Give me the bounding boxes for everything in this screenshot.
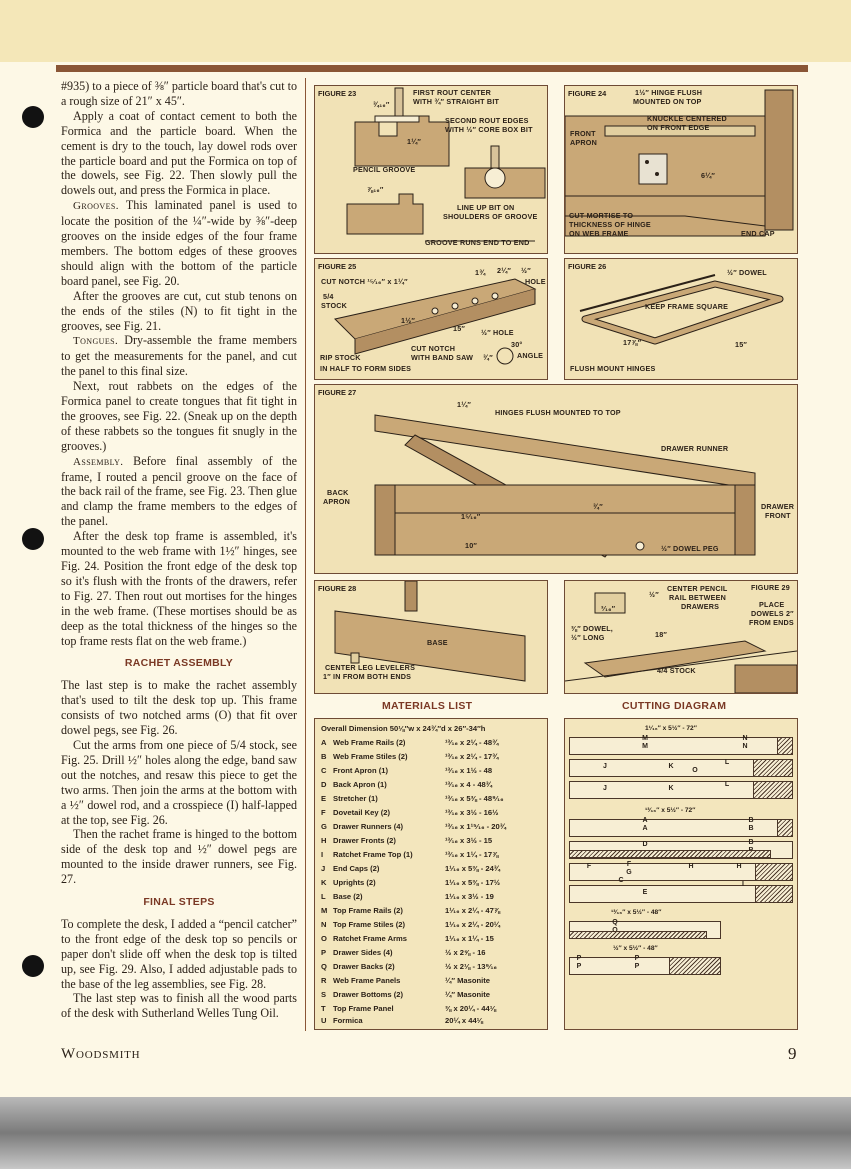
piece-label: B xyxy=(748,839,754,846)
piece-label: H xyxy=(688,863,694,870)
piece-label: J xyxy=(603,785,607,792)
item-letter: N xyxy=(321,920,327,929)
item-name: Drawer Bottoms (2) xyxy=(333,990,404,999)
fig-label: ON FRONT EDGE xyxy=(647,123,710,132)
fig-label: PENCIL GROOVE xyxy=(353,165,416,174)
piece-label: B xyxy=(748,817,754,824)
fig-dimension: 17⅞″ xyxy=(623,338,642,347)
item-dim: ¹³⁄₁₆ x 1½ - 48 xyxy=(445,766,493,775)
section-heading-final: FINAL STEPS xyxy=(143,896,215,909)
waste-area xyxy=(755,885,793,903)
fig-dimension: 18″ xyxy=(655,630,668,639)
fig-label: ½″ LONG xyxy=(571,633,605,642)
figure-title: FIGURE 26 xyxy=(568,262,607,271)
fig-dimension: ¾″ xyxy=(483,353,493,362)
piece-label: J xyxy=(603,763,607,770)
fig-label: ANGLE xyxy=(517,351,544,360)
waste-area xyxy=(669,957,721,975)
item-name: Front Apron (1) xyxy=(333,766,388,775)
item-name: Top Frame Rails (2) xyxy=(333,906,403,915)
paragraph: #935) to a piece of ⅜″ particle board that's cut to a rough size of 21″ x 45″. xyxy=(61,79,297,108)
fig-label: MOUNTED ON TOP xyxy=(633,97,702,106)
fig-dimension: 1¾ xyxy=(475,268,486,277)
figure-23-drawing xyxy=(315,86,547,253)
paragraph: To complete the desk, I added a “pencil catcher” to the front edge of the desk top so pencils or paper don't slide off when the desk top is tilted up, see Fig. 29. Also, I added adjustable pads to the base of the leg assemblies, see Fig. 28. xyxy=(61,916,297,991)
fig-label: CUT NOTCH ¹⁵⁄₁₆″ x 1¼″ xyxy=(321,277,408,286)
piece-label: D xyxy=(642,841,648,848)
piece-label: B xyxy=(748,825,754,832)
item-letter: M xyxy=(321,906,328,915)
fig-label: ½″ HOLE xyxy=(481,328,514,337)
fig-label: DOWELS 2″ xyxy=(751,609,794,618)
list-item xyxy=(321,822,506,836)
fig-label: APRON xyxy=(570,138,597,147)
fig-label: ⅜″ DOWEL, xyxy=(571,624,613,633)
fig-label: THICKNESS OF HINGE xyxy=(569,220,651,229)
paragraph xyxy=(61,454,297,530)
figure-title: FIGURE 28 xyxy=(318,584,357,593)
figure-28 xyxy=(314,580,548,694)
list-item xyxy=(321,878,500,892)
fig-dimension: ½″ xyxy=(521,266,531,275)
paragraph-text: Dry-assemble the frame members to get the measurements for the panel, and cut the panel to this final size. xyxy=(61,333,297,379)
item-dim: ¹³⁄₁₆ x 2¼ - 17¾ xyxy=(445,752,499,761)
item-letter: P xyxy=(321,948,327,957)
run-in-head: Grooves. xyxy=(73,200,119,213)
piece-label: N xyxy=(742,735,748,742)
piece-label: Q xyxy=(612,919,618,926)
item-name: Formica xyxy=(333,1016,363,1025)
fig-label: 30° xyxy=(511,340,523,349)
fig-label: BASE xyxy=(427,638,448,647)
item-letter: D xyxy=(321,780,327,789)
fig-label: HOLE xyxy=(525,277,546,286)
item-letter: C xyxy=(321,766,327,775)
list-item xyxy=(321,934,494,948)
paragraph: Next, rout rabbets on the edges of the Formica panel to create tongues that fit tight in the grooves, see Fig. 22. (Sneak up on the depth of these rabbets so the tongues fit snugly in the grooves.) xyxy=(61,379,297,453)
waste-area xyxy=(569,931,707,939)
fig-label: DRAWERS xyxy=(681,602,720,611)
item-dim: ¹³⁄₁₆ x 3½ - 15 xyxy=(445,836,493,845)
waste-area xyxy=(777,737,793,755)
fig-label: RIP STOCK xyxy=(320,353,361,362)
fig-dimension: ³⁄₁₆″ xyxy=(601,604,616,613)
run-in-head: Assembly. xyxy=(73,455,124,468)
list-item xyxy=(321,808,498,822)
item-dim: ¹³⁄₁₆ x 4 - 48¾ xyxy=(445,780,493,789)
item-letter: G xyxy=(321,822,327,831)
figure-27 xyxy=(314,384,798,574)
fig-label: 5/4 xyxy=(323,292,334,301)
fig-label: WITH ½″ CORE BOX BIT xyxy=(445,125,533,134)
item-letter: O xyxy=(321,934,327,943)
fig-label: CUT MORTISE TO xyxy=(569,211,634,220)
piece-label: H xyxy=(736,863,742,870)
item-dim: ¼″ Masonite xyxy=(445,990,490,999)
item-dim: ¹³⁄₁₆ x 1¼ - 17⅞ xyxy=(445,850,499,859)
list-item xyxy=(321,976,490,990)
item-letter: T xyxy=(321,1004,326,1013)
item-letter: Q xyxy=(321,962,327,971)
fig-label: FLUSH MOUNT HINGES xyxy=(570,364,656,373)
paragraph: The last step is to make the rachet assembly that's used to tilt the desk top up. This frame consists of two notched arms (O) that fit over dowel pegs, see Fig. 26. xyxy=(61,678,297,738)
page-top-band xyxy=(0,0,851,62)
page-number: 9 xyxy=(788,1044,797,1063)
fig-label: CENTER PENCIL xyxy=(667,584,728,593)
list-item xyxy=(321,892,494,906)
item-dim: ½ x 2⅝ - 16 xyxy=(445,948,486,957)
waste-area xyxy=(755,863,793,881)
figure-title: FIGURE 29 xyxy=(751,583,790,592)
list-item xyxy=(321,850,498,864)
piece-label: F xyxy=(626,861,632,868)
list-item xyxy=(321,794,504,808)
materials-heading: MATERIALS LIST xyxy=(382,700,473,712)
piece-label: A xyxy=(642,825,648,832)
item-letter: H xyxy=(321,836,327,845)
item-letter: J xyxy=(321,864,326,873)
item-letter: S xyxy=(321,990,327,999)
figure-title: FIGURE 27 xyxy=(318,388,357,397)
binder-hole-bottom xyxy=(22,955,44,977)
item-name: Base (2) xyxy=(333,892,363,901)
paragraph: The last step was to finish all the wood parts of the desk with Sutherland Welles Tung Oil. xyxy=(61,991,297,1021)
item-dim: 1¹⁄₁₆ x 2¼ - 20¼ xyxy=(445,920,501,929)
column-divider xyxy=(305,78,306,1031)
figure-23 xyxy=(314,85,548,254)
figure-24 xyxy=(564,85,798,254)
item-dim: ¹³⁄₁₆ x 5⅜ - 48⁹⁄₁₆ xyxy=(445,794,504,803)
fig-label: 1½″ HINGE FLUSH xyxy=(635,88,703,97)
figure-title: FIGURE 25 xyxy=(318,262,357,271)
stock-label: ¹³⁄₁₆″ x 5½″ - 72″ xyxy=(645,807,696,814)
item-name: Ratchet Frame Arms xyxy=(333,934,407,943)
item-dim: ½ x 2⅛ - 13⁹⁄₁₆ xyxy=(445,962,497,971)
stock-label: ¹³⁄₁₆″ x 5½″ - 48″ xyxy=(611,909,662,916)
piece-label: K xyxy=(668,785,674,792)
item-letter: R xyxy=(321,976,327,985)
piece-label: O xyxy=(692,767,698,774)
fig-label: WITH ¾″ STRAIGHT BIT xyxy=(413,97,500,106)
piece-label: E xyxy=(642,889,648,896)
fig-label: FIRST ROUT CENTER xyxy=(413,88,492,97)
list-item xyxy=(321,920,500,934)
item-name: Ratchet Frame Top (1) xyxy=(333,850,413,859)
item-name: Web Frame Stiles (2) xyxy=(333,752,408,761)
piece-label: C xyxy=(618,877,624,884)
figure-title: FIGURE 24 xyxy=(568,89,607,98)
fig-label: SECOND ROUT EDGES xyxy=(445,116,529,125)
overall-dimension: Overall Dimension 50⅛″w x 24¾″d x 26″-34″h xyxy=(321,724,486,733)
piece-label: L xyxy=(724,781,730,788)
paragraph: Cut the arms from one piece of 5/4 stock, see Fig. 25. Drill ½″ holes along the edge, band saw out the notches, and resaw this piece to get the two arms. Then join the arms at the bottom with a ½″ dowel rod, and a crosspiece (I) half-lapped at the top, see Fig. 26. xyxy=(61,737,297,827)
fig-dimension: ½″ xyxy=(649,590,659,599)
item-dim: 1¹⁄₁₆ x 5⅜ - 24¾ xyxy=(445,864,501,873)
list-item xyxy=(321,752,498,766)
item-name: Back Apron (1) xyxy=(333,780,387,789)
paragraph: After the desk top frame is assembled, it's mounted to the web frame with 1½″ hinges, see Fig. 24. Position the front edge of the desk top so it's flush with the fronts of the drawers, refer to Fig. 27. Then rout out mortises for the hinges in the web frame. (These mortises should be as deep as the total thickness of the hinges so the top frame rests flat on the web frame.) xyxy=(61,529,297,648)
item-name: End Caps (2) xyxy=(333,864,380,873)
fig-label: FRONT xyxy=(570,129,596,138)
piece-label: N xyxy=(742,743,748,750)
fig-dimension: 1¼″ xyxy=(457,400,472,409)
article-text-column xyxy=(61,79,297,1021)
item-letter: B xyxy=(321,752,327,761)
header-rule xyxy=(56,65,808,72)
fig-label: FRONT xyxy=(765,511,791,520)
list-item xyxy=(321,906,500,920)
fig-label: KNUCKLE CENTERED xyxy=(647,114,727,123)
piece-label: P xyxy=(576,955,582,962)
fig-dimension: ¾″ xyxy=(593,502,603,511)
paragraph xyxy=(61,333,297,379)
piece-label: F xyxy=(586,863,592,870)
scan-bottom-band xyxy=(0,1097,851,1169)
piece-label: P xyxy=(634,963,640,970)
item-name: Drawer Sides (4) xyxy=(333,948,393,957)
paragraph: Apply a coat of contact cement to both the Formica and the particle board. When the cement is dry to the touch, lay dowel rods over the particle board and put the Formica on top of the dowels, see Fig. 22. Then slowly pull the dowels out, and press the Formica in place. xyxy=(61,108,297,198)
fig-label: ½″ DOWEL PEG xyxy=(661,544,719,553)
binder-hole-top xyxy=(22,106,44,128)
item-name: Drawer Fronts (2) xyxy=(333,836,396,845)
fig-label: IN HALF TO FORM SIDES xyxy=(320,364,412,373)
piece-label: M xyxy=(642,743,648,750)
list-item xyxy=(321,780,492,794)
item-letter: F xyxy=(321,808,326,817)
list-item xyxy=(321,836,492,850)
item-letter: U xyxy=(321,1016,327,1025)
piece-label: L xyxy=(724,759,730,766)
item-dim: 1¹⁄₁₆ x 1¼ - 15 xyxy=(445,934,494,943)
stock-label: ½″ x 5½″ - 48″ xyxy=(613,945,658,952)
list-item xyxy=(321,766,492,780)
cutting-diagram xyxy=(564,718,798,1030)
list-item xyxy=(321,962,497,976)
piece-label: A xyxy=(642,817,648,824)
item-dim: ¹³⁄₁₆ x 1¹⁵⁄₁₆ - 20¾ xyxy=(445,822,507,831)
cutting-heading: CUTTING DIAGRAM xyxy=(622,700,727,712)
fig-dimension: 2¼″ xyxy=(497,266,512,275)
fig-label: CENTER LEG LEVELERS xyxy=(325,663,416,672)
item-dim: ⅜ x 20¼ - 44⅛ xyxy=(445,1004,497,1013)
paragraph: After the grooves are cut, cut stub tenons on the ends of the stiles (N) to fit tight in the grooves, see Fig. 21. xyxy=(61,288,297,333)
piece-label: P xyxy=(634,955,640,962)
item-letter: K xyxy=(321,878,327,887)
fig-label: 4/4 STOCK xyxy=(657,666,696,675)
fig-dimension: 15″ xyxy=(453,324,466,333)
binder-hole-middle xyxy=(22,528,44,550)
fig-label: CUT NOTCH xyxy=(411,344,456,353)
fig-label: BACK xyxy=(327,488,349,497)
item-dim: 1¹⁄₁₆ x 5⅜ - 17½ xyxy=(445,878,501,887)
fig-dimension: 1¼″ xyxy=(407,137,422,146)
fig-label: WITH BAND SAW xyxy=(411,353,474,362)
waste-area xyxy=(753,781,793,799)
paragraph xyxy=(61,198,297,288)
waste-area xyxy=(569,850,771,858)
fig-label: FROM ENDS xyxy=(749,618,794,627)
list-item xyxy=(321,738,498,752)
figure-29 xyxy=(564,580,798,694)
fig-label: RAIL BETWEEN xyxy=(669,593,726,602)
fig-label: APRON xyxy=(323,497,350,506)
figure-title: FIGURE 23 xyxy=(318,89,357,98)
item-dim: ¹³⁄₁₆ x 2¼ - 48¾ xyxy=(445,738,499,747)
paragraph-text: This laminated panel is used to locate the position of the ¼″-wide by ⅜″-deep grooves on the inside edges of the four frame members. The bottom edges of these grooves should align with the bottom of the particle board panel, see Fig. 20. xyxy=(61,198,297,288)
item-dim: ¼″ Masonite xyxy=(445,976,490,985)
fig-label: PLACE xyxy=(759,600,785,609)
waste-area xyxy=(777,819,793,837)
fig-dimension: 10″ xyxy=(465,541,478,550)
fig-label: DRAWER RUNNER xyxy=(661,444,729,453)
list-item xyxy=(321,1016,483,1030)
fig-label: DRAWER xyxy=(761,502,795,511)
paragraph: Then the rachet frame is hinged to the bottom side of the desk top and ½″ dowel pegs are mounted to the inside drawer runners, see Fig. 27. xyxy=(61,827,297,887)
fig-label: SHOULDERS OF GROOVE xyxy=(443,212,538,221)
fig-dimension: 6¼″ xyxy=(701,171,716,180)
item-name: Drawer Backs (2) xyxy=(333,962,395,971)
fig-dimension: 15″ xyxy=(735,340,748,349)
fig-label: ½″ DOWEL xyxy=(727,268,767,277)
item-letter: E xyxy=(321,794,327,803)
piece-label: K xyxy=(668,763,674,770)
item-name: Drawer Runners (4) xyxy=(333,822,404,831)
figure-25 xyxy=(314,258,548,380)
fig-label: END CAP xyxy=(741,229,775,238)
item-dim: ¹³⁄₁₆ x 3½ - 16½ xyxy=(445,808,499,817)
fig-dimension: 1½″ xyxy=(401,316,416,325)
piece-label: G xyxy=(626,869,632,876)
item-dim: 1¹⁄₁₆ x 3½ - 19 xyxy=(445,892,494,901)
list-item xyxy=(321,948,486,962)
item-name: Top Frame Stiles (2) xyxy=(333,920,406,929)
section-heading-rachet: RACHET ASSEMBLY xyxy=(124,657,234,670)
fig-label: LINE UP BIT ON xyxy=(457,203,515,212)
item-letter: L xyxy=(321,892,326,901)
item-name: Web Frame Rails (2) xyxy=(333,738,406,747)
item-name: Dovetail Key (2) xyxy=(333,808,390,817)
fig-label: 1″ IN FROM BOTH ENDS xyxy=(323,672,412,681)
item-dim: 1¹⁄₁₆ x 2¼ - 47⅞ xyxy=(445,906,501,915)
item-dim: 20¼ x 44⅛ xyxy=(445,1016,484,1025)
figure-26 xyxy=(564,258,798,380)
fig-dimension: 1⁵⁄₁₆″ xyxy=(461,512,481,521)
item-name: Web Frame Panels xyxy=(333,976,401,985)
waste-area xyxy=(753,759,793,777)
materials-list xyxy=(314,718,548,1030)
item-name: Stretcher (1) xyxy=(333,794,378,803)
fig-label: HINGES FLUSH MOUNTED TO TOP xyxy=(495,408,621,417)
fig-label: ON WEB FRAME xyxy=(569,229,629,238)
piece-label: I xyxy=(742,881,744,888)
fig-label: GROOVE RUNS END TO END xyxy=(425,238,530,247)
run-in-head: Tongues. xyxy=(73,335,119,348)
list-item xyxy=(321,990,490,1004)
item-name: Uprights (2) xyxy=(333,878,376,887)
list-item xyxy=(321,864,500,878)
item-name: Top Frame Panel xyxy=(333,1004,394,1013)
stock-label: 1¹⁄₁₆″ x 5½″ - 72″ xyxy=(645,725,697,732)
magazine-name: Woodsmith xyxy=(61,1046,141,1062)
item-letter: I xyxy=(321,850,324,859)
piece-label: M xyxy=(642,735,648,742)
fig-dimension: ⅞₁₆″ xyxy=(367,185,384,194)
fig-label: KEEP FRAME SQUARE xyxy=(645,302,729,311)
paragraph-text: Before final assembly of the frame, I routed a pencil groove on the face of the back rail of the frame, see Fig. 23. Then glue and clamp the frame members to the edges of the panel. xyxy=(61,453,297,529)
piece-label: P xyxy=(576,963,582,970)
item-letter: A xyxy=(321,738,327,747)
fig-dimension: ¾₁₆″ xyxy=(373,100,390,109)
fig-label: STOCK xyxy=(321,301,348,310)
